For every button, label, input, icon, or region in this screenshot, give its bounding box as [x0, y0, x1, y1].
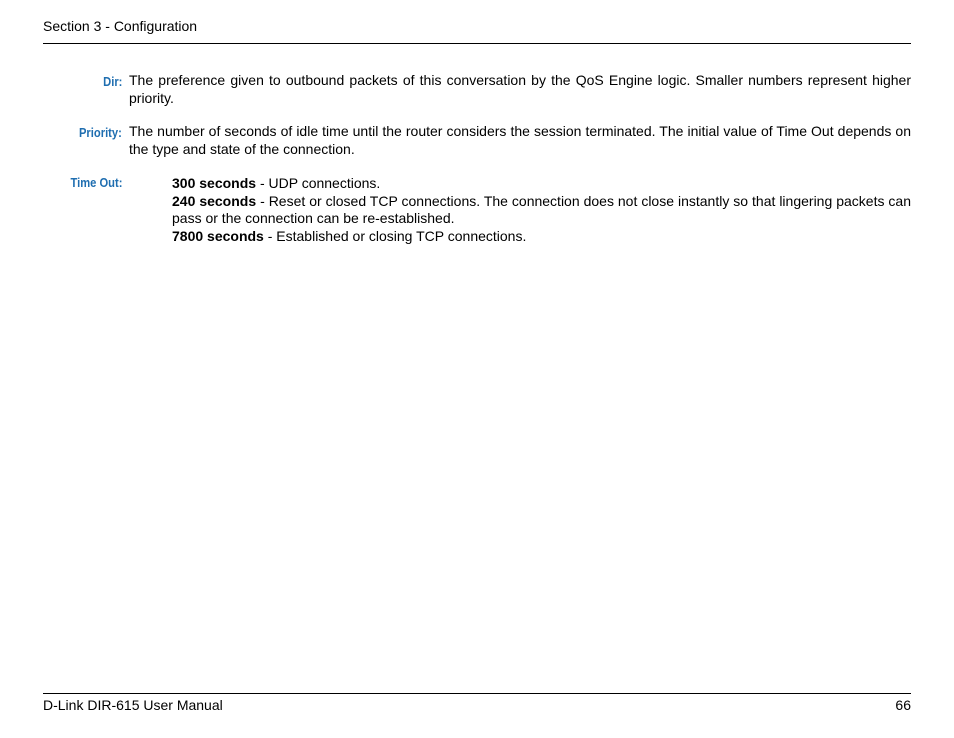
footer-divider [43, 693, 911, 694]
timeout-item-text: - UDP connections. [256, 175, 381, 191]
page-number: 66 [895, 697, 911, 713]
timeout-item-7800 [172, 228, 911, 246]
definition-priority: The number of seconds of idle time until the router considers the session terminated. The initial value of Time Out depends on the type and state of the connection. [129, 123, 911, 157]
timeout-item-300 [172, 175, 911, 193]
definition-time-out [172, 175, 911, 245]
section-header: Section 3 - Configuration [43, 18, 198, 34]
term-time-out: Time Out: [70, 175, 122, 190]
term-dir: Dir: [102, 74, 122, 89]
timeout-item-text: - Reset or closed TCP connections. The connection does not close instantly so that lingering packets can pass or the connection can be re-established. [172, 192, 911, 226]
header-divider [43, 43, 911, 44]
timeout-item-text: - Established or closing TCP connections. [263, 227, 527, 244]
term-priority: Priority: [79, 125, 122, 140]
timeout-item-label: 240 seconds [172, 192, 257, 209]
timeout-item-240 [172, 193, 911, 228]
timeout-item-label: 7800 seconds [172, 227, 264, 244]
timeout-item-label: 300 seconds [172, 175, 257, 191]
definition-dir: The preference given to outbound packets of this conversation by the QoS Engine logic. Smaller numbers represent higher priority. [129, 72, 911, 106]
manual-title: D-Link DIR-615 User Manual [43, 697, 223, 713]
